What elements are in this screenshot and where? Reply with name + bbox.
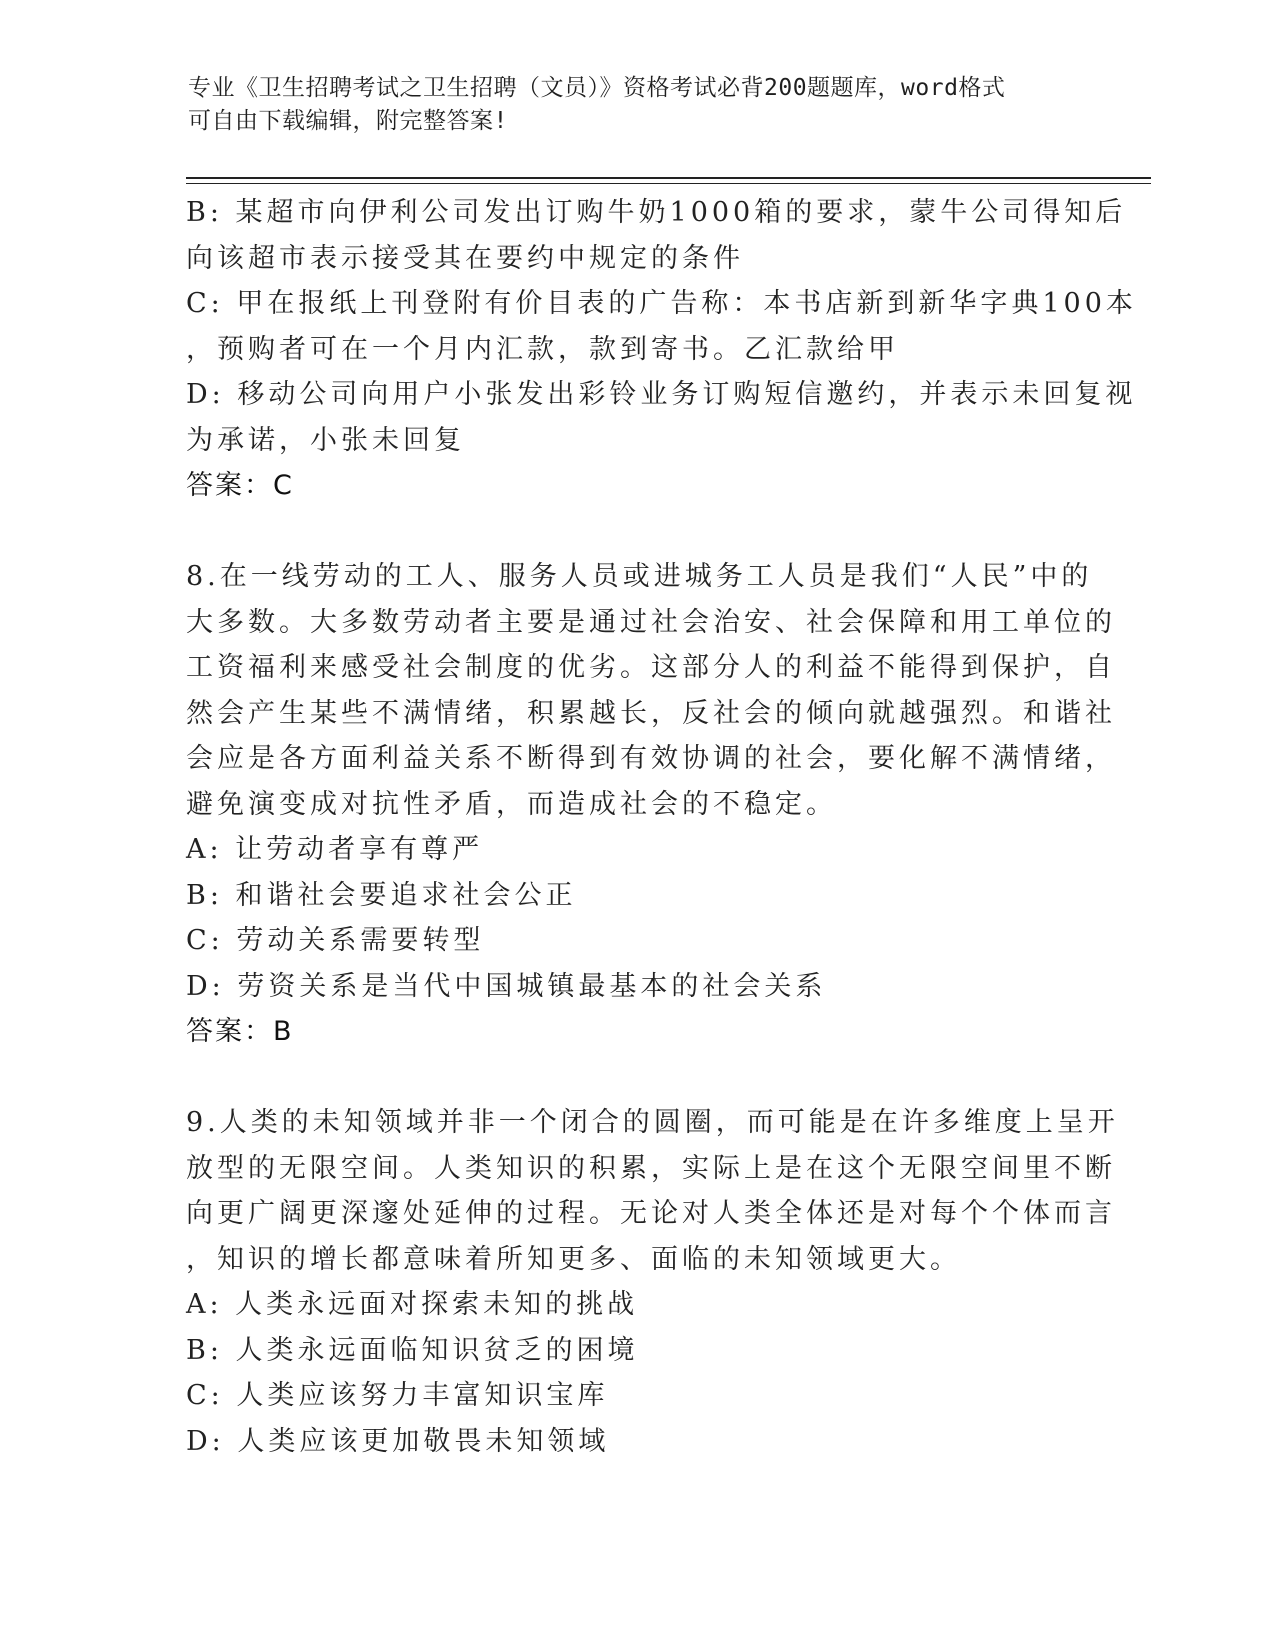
spacer [186,1055,1106,1101]
q8-option-c: C: 劳动关系需要转型 [186,925,485,956]
q8-answer: 答案：B [186,1016,294,1047]
q7-option-d-line-1: D: 移动公司向用户小张发出彩铃业务订购短信邀约，并表示未回复视 [186,379,1137,410]
q9-option-d: D: 人类应该更加敬畏未知领域 [186,1425,610,1457]
q7-option-b-line-2: 向该超市表示接受其在要约中规定的条件 [186,242,744,274]
q7-option-c-line-1: C: 甲在报纸上刊登附有价目表的广告称：本书店新到新华字典100本 [186,288,1137,319]
q7-option-c-line-2: ，预购者可在一个月内汇款，款到寄书。乙汇款给甲 [186,333,899,365]
q8-stem-line-3: 工资福利来感受社会制度的优劣。这部分人的利益不能得到保护，自 [186,652,1116,683]
q8-option-d: D: 劳资关系是当代中国城镇最基本的社会关系 [186,970,827,1002]
q8-stem-line-2: 大多数。大多数劳动者主要是通过社会治安、社会保障和用工单位的 [186,606,1116,638]
page-header [188,72,1068,138]
q8-option-b: B: 和谐社会要追求社会公正 [186,879,577,911]
q9-stem-line-2: 放型的无限空间。人类知识的积累，实际上是在这个无限空间里不断 [186,1152,1116,1184]
q8-stem-line-1: 8.在一线劳动的工人、服务人员或进城务工人员是我们“人民”中的 [186,561,1093,592]
q9-stem-line-4: ，知识的增长都意味着所知更多、面临的未知领域更大。 [186,1243,961,1275]
question-7-options [186,190,1137,509]
q8-stem-line-4: 然会产生某些不满情绪，积累越长，反社会的倾向就越强烈。和谐社 [186,697,1116,729]
spacer [186,509,1106,555]
question-8 [186,554,1116,1055]
header-line-2: 可自由下载编辑，附完整答案! [188,108,508,134]
header-rule-thick [186,177,1151,179]
q9-option-c: C: 人类应该努力丰富知识宝库 [186,1380,609,1411]
q8-option-a: A: 让劳动者享有尊严 [186,834,484,865]
q9-stem-line-1: 9.人类的未知领域并非一个闭合的圆圈，而可能是在许多维度上呈开 [186,1107,1119,1138]
q7-answer: 答案：C [186,470,294,501]
header-line-1: 专业《卫生招聘考试之卫生招聘（文员）》资格考试必背200题题库，word格式 [188,75,1006,101]
q7-option-b-line-1: B: 某超市向伊利公司发出订购牛奶1000箱的要求，蒙牛公司得知后 [186,197,1127,228]
q8-stem-line-6: 避免演变成对抗性矛盾，而造成社会的不稳定。 [186,788,837,820]
document-body [186,190,1137,1464]
q9-option-b: B: 人类永远面临知识贫乏的困境 [186,1334,639,1366]
q9-option-a: A: 人类永远面对探索未知的挑战 [186,1289,639,1320]
q7-option-d-line-2: 为承诺，小张未回复 [186,424,465,456]
question-9 [186,1100,1119,1464]
q9-stem-line-3: 向更广阔更深邃处延伸的过程。无论对人类全体还是对每个个体而言 [186,1198,1116,1229]
q8-stem-line-5: 会应是各方面利益关系不断得到有效协调的社会，要化解不满情绪， [186,743,1116,774]
header-rule-thin [186,183,1151,184]
